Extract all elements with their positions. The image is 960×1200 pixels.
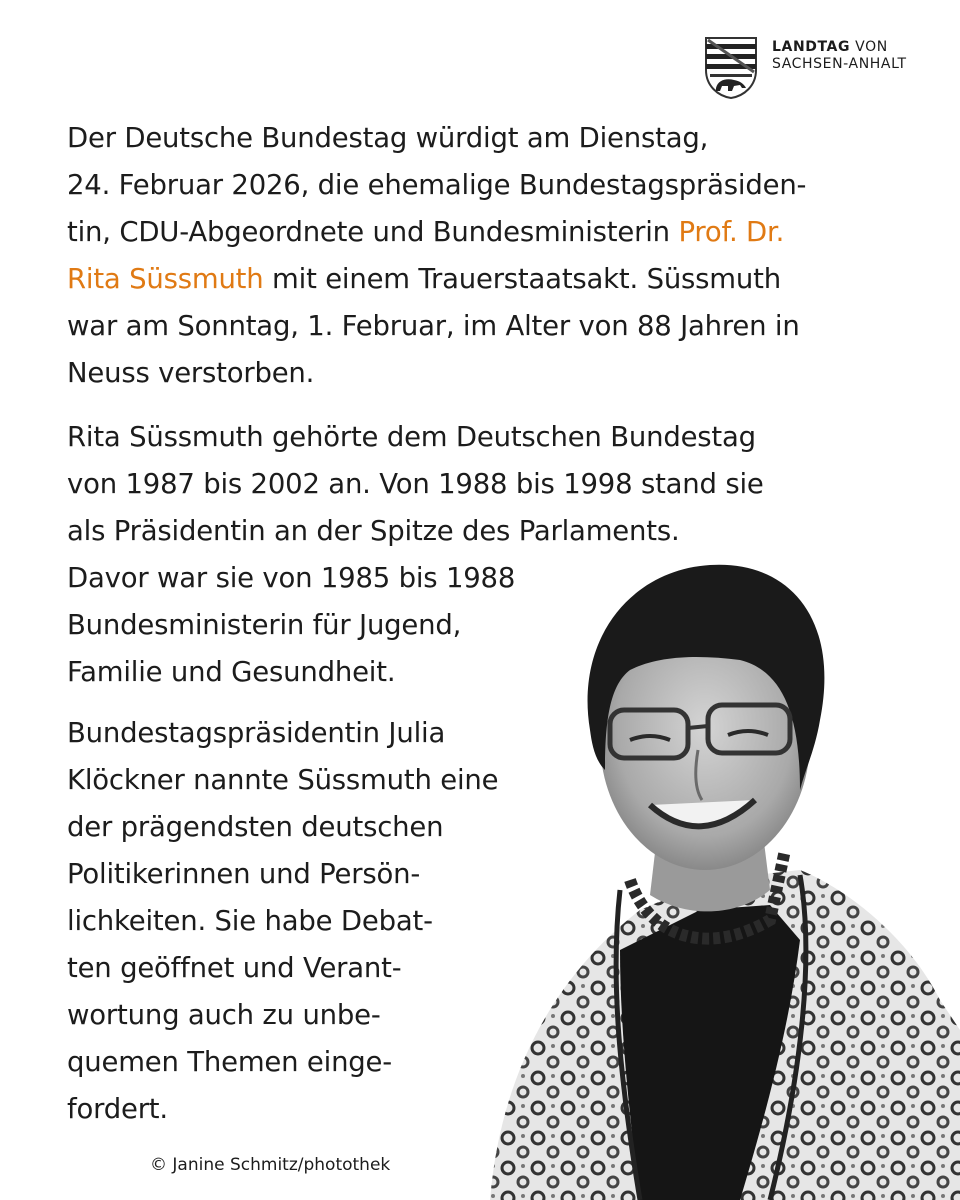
text-line: Politikerinnen und Persön- — [67, 858, 421, 890]
logo-line1-bold: LANDTAG — [772, 39, 851, 55]
name-highlight-title: Prof. Dr. — [678, 216, 785, 248]
text-segment: mit einem Trauerstaatsakt. Süssmuth — [263, 263, 781, 295]
logo-wordmark — [772, 39, 907, 73]
text-line: quemen Themen einge- — [67, 1046, 392, 1078]
text-line: von 1987 bis 2002 an. Von 1988 bis 1998 stand sie — [67, 468, 764, 500]
text-line: als Präsidentin an der Spitze des Parlaments. — [67, 515, 680, 547]
coat-of-arms-icon — [704, 36, 758, 100]
paragraph-quote — [67, 710, 537, 1133]
logo-line1-rest: VON — [855, 39, 888, 55]
name-highlight: Rita Süssmuth — [67, 263, 264, 295]
paragraph-intro — [67, 115, 907, 397]
text-line — [67, 256, 907, 303]
text-line — [67, 209, 907, 256]
text-line: war am Sonntag, 1. Februar, im Alter von 88 Jahren in — [67, 310, 800, 342]
text-line: Bundestagspräsidentin Julia — [67, 717, 446, 749]
landtag-logo — [704, 36, 907, 100]
text-line: Neuss verstorben. — [67, 357, 315, 389]
text-line: Davor war sie von 1985 bis 1988 — [67, 562, 516, 594]
text-line: wortung auch zu unbe- — [67, 999, 381, 1031]
text-line: fordert. — [67, 1093, 168, 1125]
text-line: Der Deutsche Bundestag würdigt am Dienstag, — [67, 122, 709, 154]
photo-credit: © Janine Schmitz/photothek — [150, 1155, 391, 1175]
text-line: der prägendsten deutschen — [67, 811, 444, 843]
text-line: Bundesministerin für Jugend, — [67, 609, 462, 641]
portrait-photo — [470, 560, 960, 1200]
text-line: Familie und Gesundheit. — [67, 656, 396, 688]
text-line: Rita Süssmuth gehörte dem Deutschen Bundestag — [67, 421, 756, 453]
logo-line2: SACHSEN-ANHALT — [772, 56, 907, 72]
text-line: Klöckner nannte Süssmuth eine — [67, 764, 499, 796]
text-line: 24. Februar 2026, die ehemalige Bundestagspräsiden- — [67, 169, 807, 201]
text-segment: tin, CDU-Abgeordnete und Bundesministerin — [67, 216, 679, 248]
text-line: ten geöffnet und Verant- — [67, 952, 402, 984]
text-line: lichkeiten. Sie habe Debat- — [67, 905, 433, 937]
